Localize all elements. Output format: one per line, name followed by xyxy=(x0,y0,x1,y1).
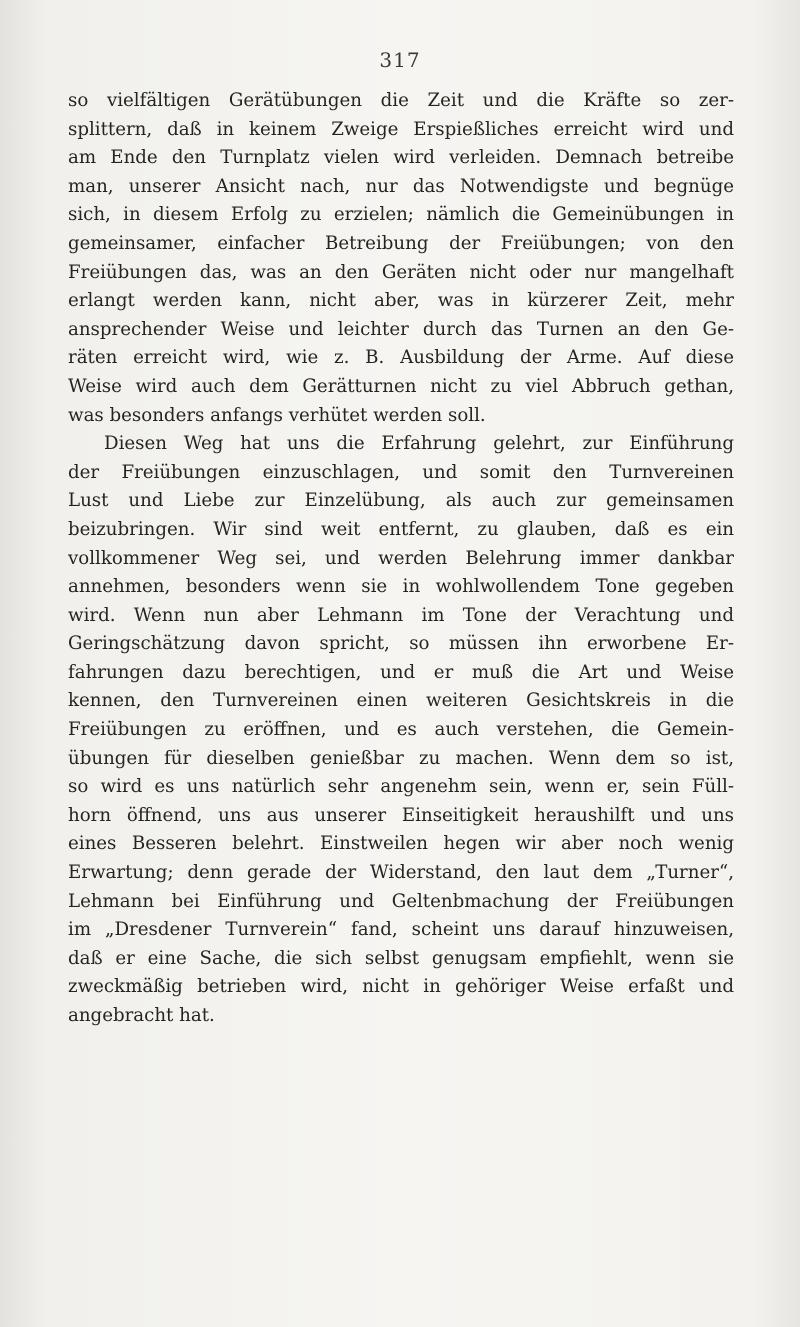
text-line: so wird es uns natürlich sehr angenehm sein, wenn er, sein Füll- xyxy=(68,776,734,798)
text-line: Erwartung; denn gerade der Widerstand, den laut dem „Turner“, xyxy=(68,862,734,884)
text-line: ansprechender Weise und leichter durch das Turnen an den Ge- xyxy=(68,318,734,340)
text-line: beizubringen. Wir sind weit entfernt, zu glauben, daß es ein xyxy=(68,518,734,540)
text-line: angebracht hat. xyxy=(68,1005,215,1026)
text-line: am Ende den Turnplatz vielen wird verleiden. Demnach betreibe xyxy=(68,147,734,169)
text-line: vollkommener Weg sei, und werden Belehrung immer dankbar xyxy=(68,547,734,569)
text-line: annehmen, besonders wenn sie in wohlwollendem Tone gegeben xyxy=(68,576,734,598)
text-line: Freiübungen das, was an den Geräten nicht oder nur mangelhaft xyxy=(68,261,734,283)
text-line: splittern, daß in keinem Zweige Erspießliches erreicht wird und xyxy=(68,118,734,140)
text-line: daß er eine Sache, die sich selbst genugsam empfiehlt, wenn sie xyxy=(68,947,734,969)
text-line: eines Besseren belehrt. Einstweilen hegen wir aber noch wenig xyxy=(68,833,734,855)
text-line: sich, in diesem Erfolg zu erzielen; nämlich die Gemeinübungen in xyxy=(68,204,734,226)
text-line: wird. Wenn nun aber Lehmann im Tone der Verachtung und xyxy=(68,604,734,626)
text-line: fahrungen dazu berechtigen, und er muß die Art und Weise xyxy=(68,661,734,683)
text-line: Diesen Weg hat uns die Erfahrung gelehrt, zur Einführung xyxy=(104,433,734,455)
text-line: kennen, den Turnvereinen einen weiteren Gesichtskreis in die xyxy=(68,690,734,712)
text-line: so vielfältigen Gerätübungen die Zeit und die Kräfte so zer- xyxy=(68,90,734,111)
text-line: übungen für dieselben genießbar zu machen. Wenn dem so ist, xyxy=(68,747,734,769)
text-line: erlangt werden kann, nicht aber, was in kürzerer Zeit, mehr xyxy=(68,290,734,312)
text-line: räten erreicht wird, wie z. B. Ausbildung der Arme. Auf diese xyxy=(68,347,734,369)
text-line: zweckmäßig betrieben wird, nicht in gehöriger Weise erfaßt und xyxy=(68,976,734,998)
text-line: Lust und Liebe zur Einzelübung, als auch zur gemeinsamen xyxy=(68,490,734,512)
text-line: man, unserer Ansicht nach, nur das Notwendigste und begnüge xyxy=(68,175,734,197)
text-line: im „Dresdener Turnverein“ fand, scheint uns darauf hinzuweisen, xyxy=(68,919,734,941)
text-line: Freiübungen zu eröffnen, und es auch verstehen, die Gemein- xyxy=(68,719,734,741)
text-line: Weise wird auch dem Gerätturnen nicht zu viel Abbruch gethan, xyxy=(68,375,734,397)
text-line: Geringschätzung davon spricht, so müssen ihn erworbene Er- xyxy=(68,633,734,655)
text-line: Lehmann bei Einführung und Geltenbmachung der Freiübungen xyxy=(68,890,734,912)
text-line: was besonders anfangs verhütet werden soll. xyxy=(68,404,486,426)
text-line: horn öffnend, uns aus unserer Einseitigkeit heraushilft und uns xyxy=(68,804,734,826)
page-number: 317 xyxy=(379,48,421,72)
body-text xyxy=(68,87,734,1031)
text-line: gemeinsamer, einfacher Betreibung der Freiübungen; von den xyxy=(68,232,734,254)
text-line: der Freiübungen einzuschlagen, und somit den Turnvereinen xyxy=(68,461,734,483)
